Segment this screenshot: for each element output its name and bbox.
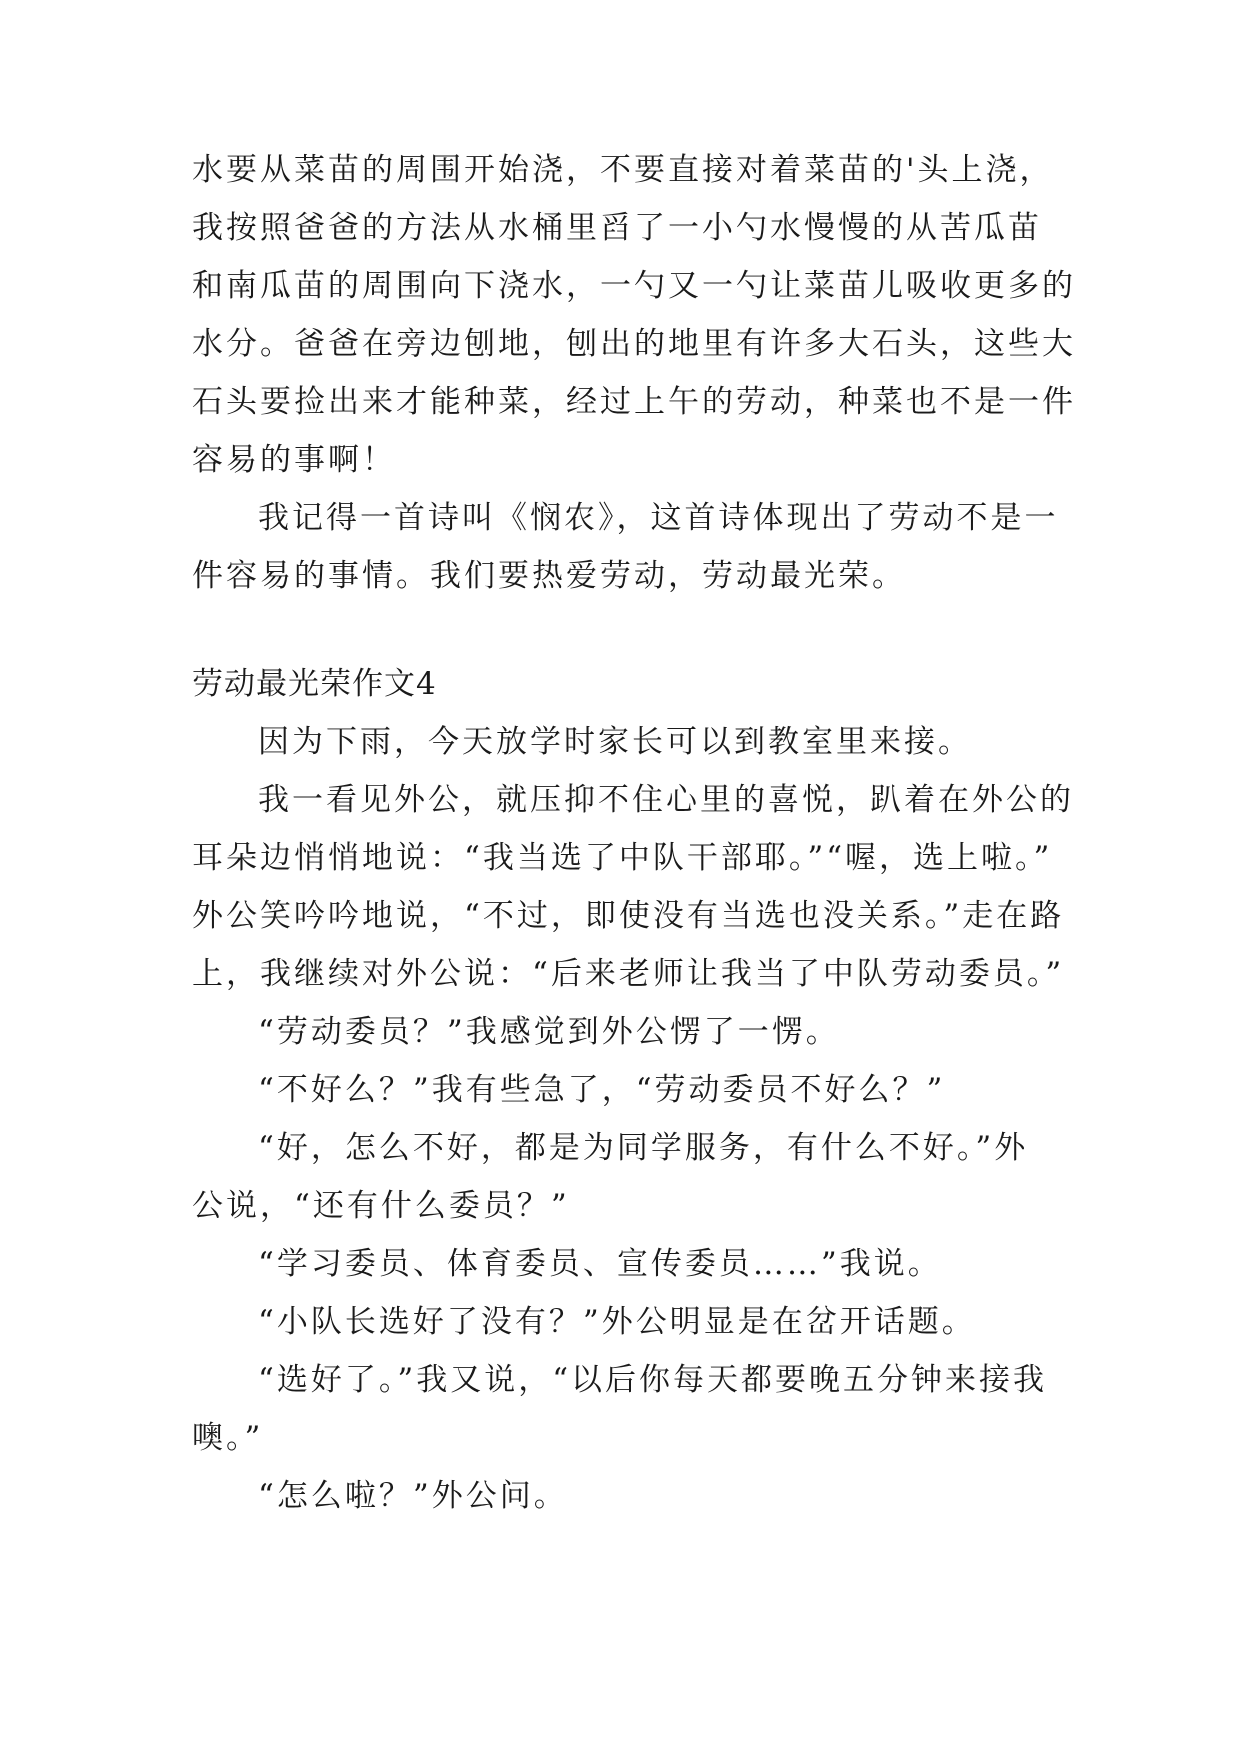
paragraph-line: 水分。爸爸在旁边刨地，刨出的地里有许多大石头，这些大 [192, 326, 1076, 362]
paragraph-line: 水要从菜苗的周围开始浇，不要直接对着菜苗的'头上浇， [192, 152, 1054, 188]
paragraph-line: 公说，“还有什么委员？” [192, 1188, 570, 1224]
paragraph-line: “劳动委员？”我感觉到外公愣了一愣。 [258, 1014, 840, 1050]
paragraph-line: 上，我继续对外公说：“后来老师让我当了中队劳动委员。” [192, 956, 1065, 992]
paragraph-line: 耳朵边悄悄地说：“我当选了中队干部耶。”“喔，选上啦。” [192, 840, 1053, 876]
paragraph-line: 石头要捡出来才能种菜，经过上午的劳动，种菜也不是一件 [192, 384, 1076, 420]
paragraph-line: “不好么？”我有些急了，“劳动委员不好么？” [258, 1072, 946, 1108]
paragraph-line: 噢。” [192, 1420, 264, 1456]
section-heading: 劳动最光荣作文4 [192, 666, 437, 702]
paragraph-line: “好，怎么不好，都是为同学服务，有什么不好。”外 [258, 1130, 1029, 1166]
paragraph-line: “选好了。”我又说，“以后你每天都要晚五分钟来接我 [258, 1362, 1048, 1398]
paragraph-line: “小队长选好了没有？”外公明显是在岔开话题。 [258, 1304, 976, 1340]
paragraph-line: “学习委员、体育委员、宣传委员……”我说。 [258, 1246, 942, 1282]
paragraph-line: 因为下雨，今天放学时家长可以到教室里来接。 [258, 724, 972, 760]
paragraph-line: “怎么啦？”外公问。 [258, 1478, 568, 1514]
paragraph-line: 和南瓜苗的周围向下浇水，一勺又一勺让菜苗儿吸收更多的 [192, 268, 1076, 304]
paragraph-line: 外公笑吟吟地说，“不过，即使没有当选也没关系。”走在路 [192, 898, 1065, 934]
paragraph-line: 我一看见外公，就压抑不住心里的喜悦，趴着在外公的 [258, 782, 1074, 818]
paragraph-line: 我按照爸爸的方法从水桶里舀了一小勺水慢慢的从苦瓜苗 [192, 210, 1042, 246]
paragraph-line: 容易的事啊！ [192, 442, 396, 478]
paragraph-line: 我记得一首诗叫《悯农》，这首诗体现出了劳动不是一 [258, 500, 1059, 536]
paragraph-line: 件容易的事情。我们要热爱劳动，劳动最光荣。 [192, 558, 906, 594]
